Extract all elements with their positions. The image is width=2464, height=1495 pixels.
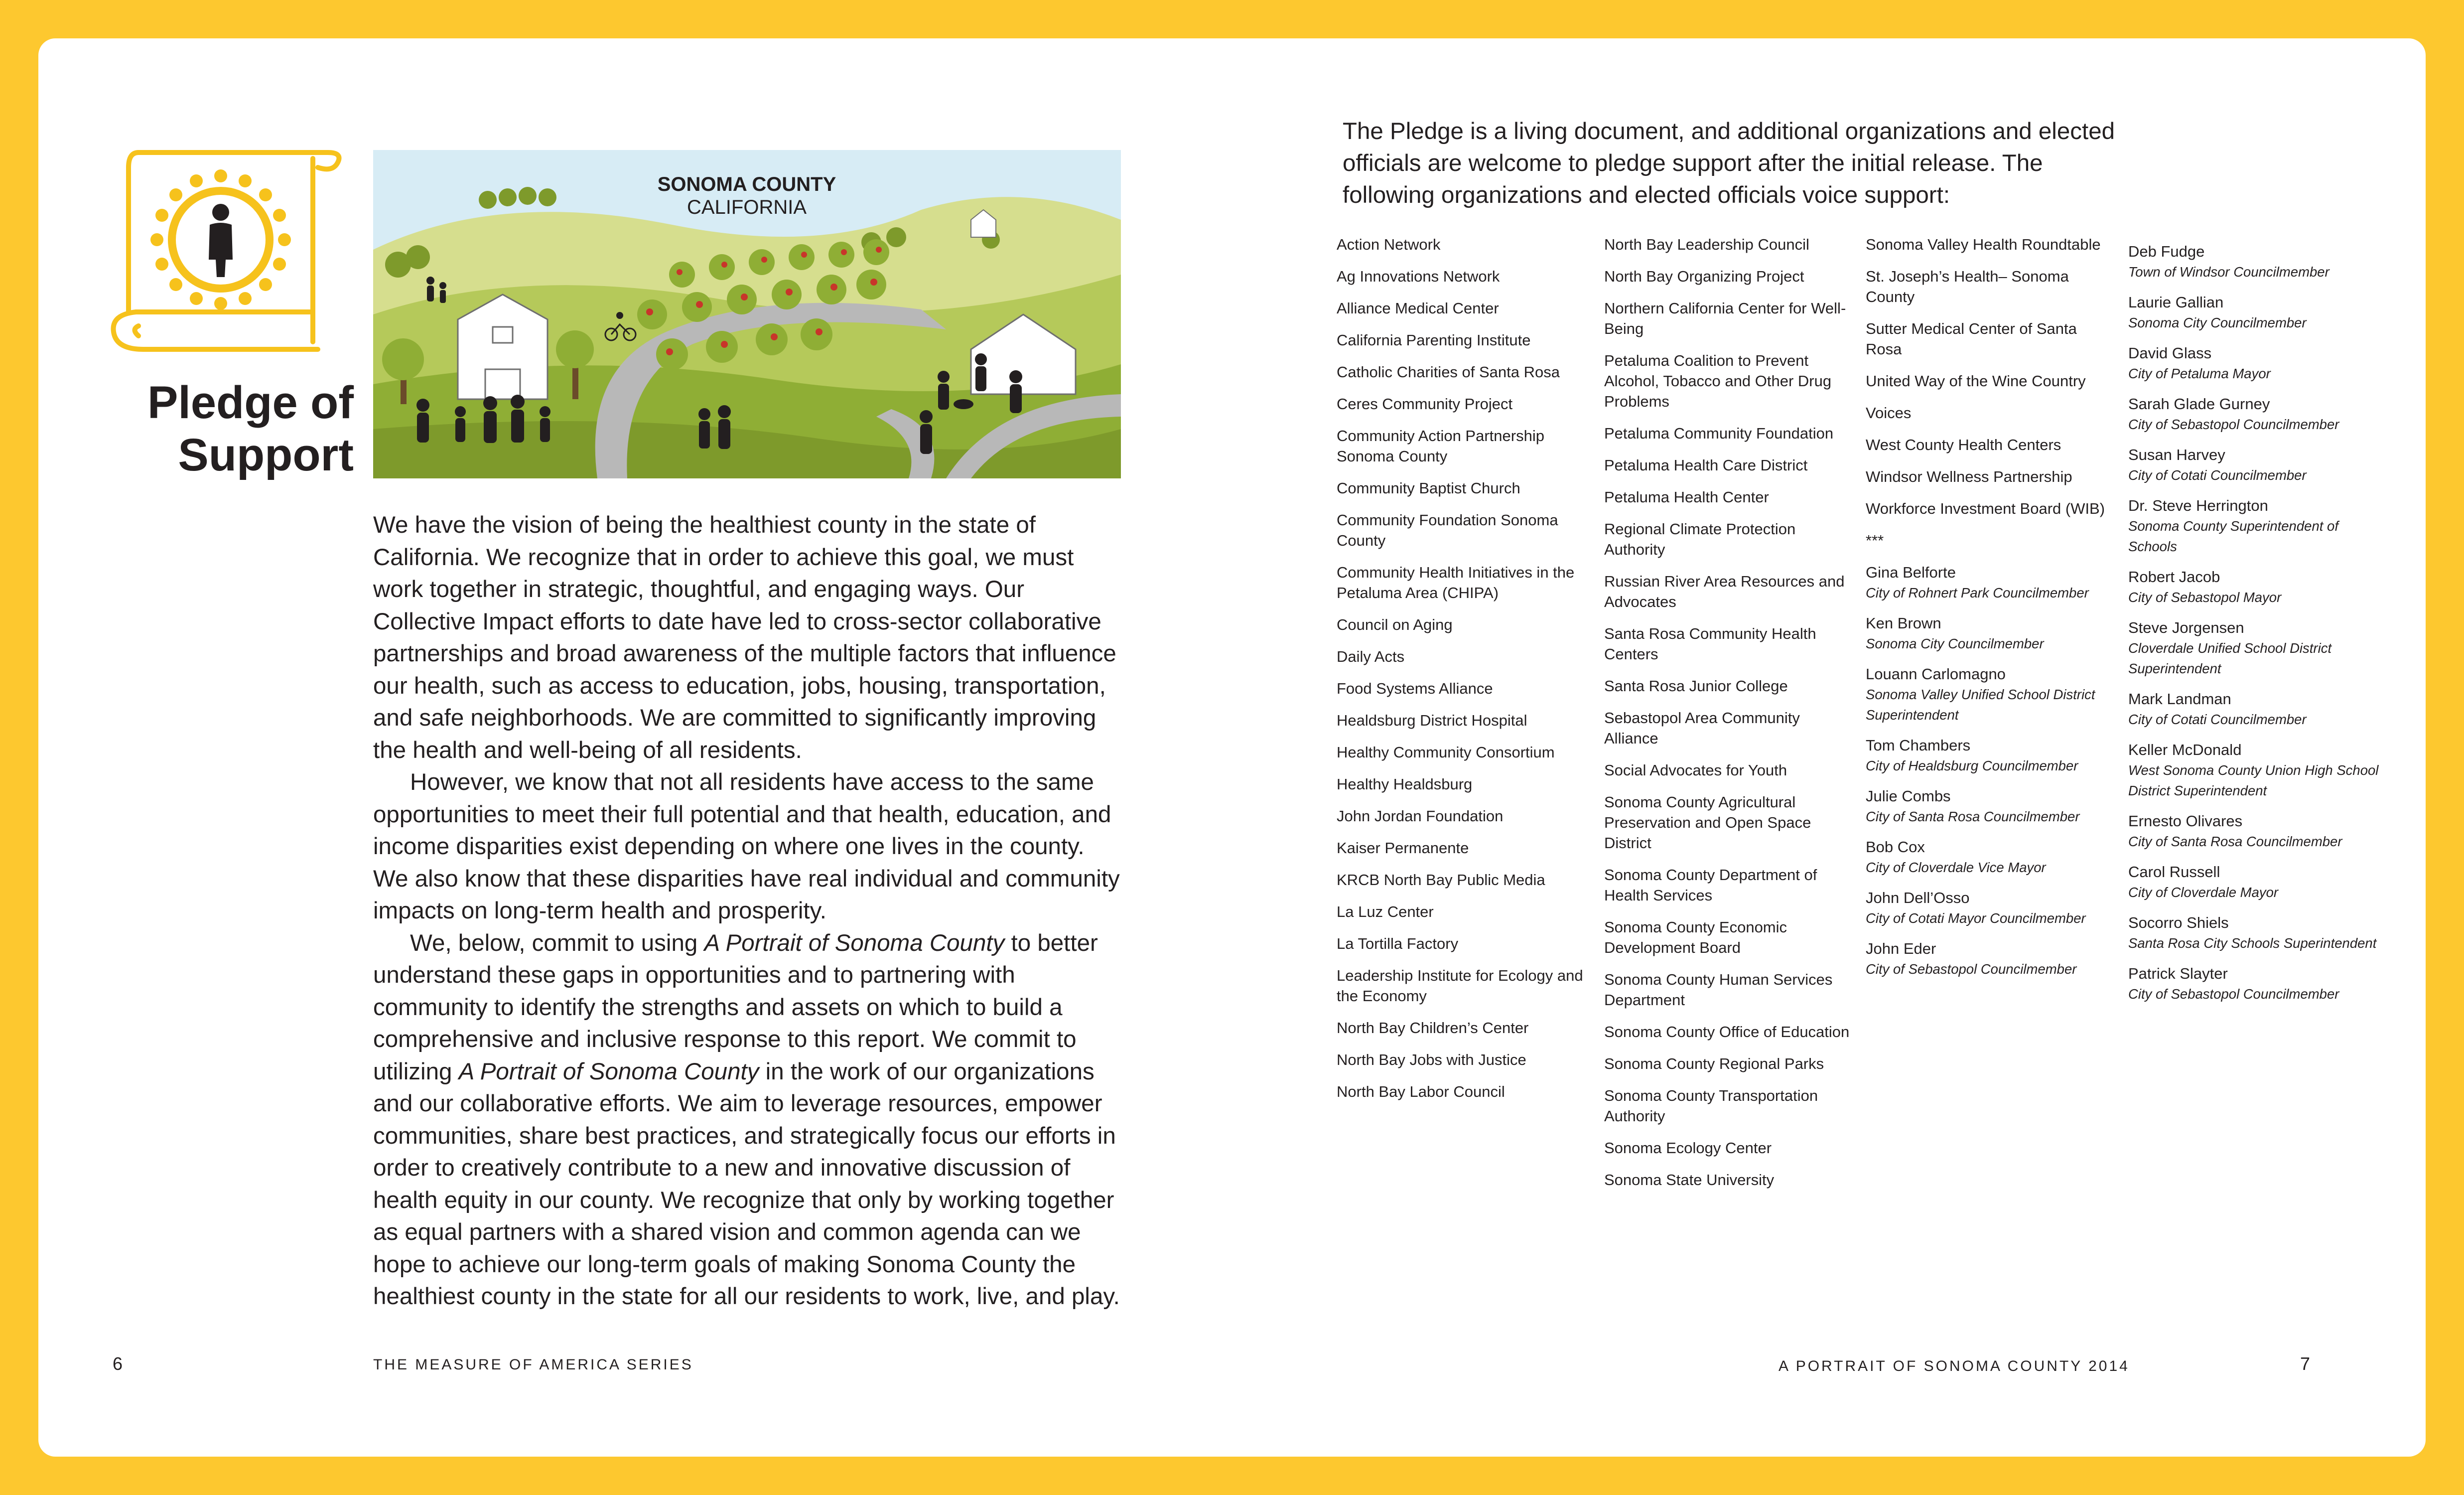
official-entry <box>2128 292 2387 333</box>
organization-entry: Leadership Institute for Ecology and the Economy <box>1337 967 1583 1005</box>
official-title: Sonoma Valley Unified School District Superintendent <box>1866 687 2095 723</box>
organization-entry: Petaluma Coalition to Prevent Alcohol, Tobacco and Other Drug Problems <box>1604 352 1832 410</box>
organization-entry: Sonoma State University <box>1604 1171 1775 1189</box>
official-title: Santa Rosa City Schools Superintendent <box>2128 935 2377 951</box>
official-name: Patrick Slayter <box>2128 965 2228 982</box>
official-entry <box>1866 735 2110 776</box>
section-separator: *** <box>1866 532 1884 549</box>
page-number-right: 7 <box>2300 1353 2311 1374</box>
official-entry <box>1866 613 2110 654</box>
official-name: Carol Russell <box>2128 863 2220 881</box>
body-paragraph <box>373 927 1125 1313</box>
organization-entry: St. Joseph’s Health– Sonoma County <box>1866 268 2069 305</box>
body-text-segment: We have the vision of being the healthiest county in the state of California. We recognize that in order to achieve this goal, we must work together in strategic, thoughtful, and engaging ways. Our Collective Impact efforts to date have led to cross-sector collaborative partnerships and broad awareness of the multiple factors that influence our health, such as access to education, jobs, housing, transportation, and safe neighborhoods. We are committed to significantly improving the health and well-being of all residents. <box>373 512 1116 763</box>
organization-entry: Petaluma Health Care District <box>1604 456 1808 474</box>
official-name: Steve Jorgensen <box>2128 619 2244 636</box>
organization-entry: Action Network <box>1337 236 1441 253</box>
official-name: David Glass <box>2128 344 2212 362</box>
official-title: City of Cloverdale Vice Mayor <box>1866 860 2046 875</box>
organization-entry: Healthy Healdsburg <box>1337 775 1473 793</box>
organization-entry: United Way of the Wine Country <box>1866 372 2086 390</box>
body-text-segment: to better understand these gaps in opportunities and to partnering with community to identify the strengths and assets on which to build a comprehensive and inclusive response to this report. We commit to utilizing <box>373 929 1098 1085</box>
organization-entry: Windsor Wellness Partnership <box>1866 468 2072 485</box>
body-text-segment: in the work of our organizations and our collaborative efforts. We aim to leverage resources, empower communities, share best practices, and strategically focus our efforts in order to creatively contribute to a new and innovative discussion of health equity in our county. We recognize that only by working together as equal partners with a shared vision and common agenda can we hope to achieve our long-term goals of making Sonoma County the healthiest county in the state for all our residents to work, live, and play. <box>373 1058 1120 1310</box>
organization-entry: Sonoma County Regional Parks <box>1604 1055 1824 1072</box>
official-name: Bob Cox <box>1866 838 1925 856</box>
official-title: West Sonoma County Union High School District Superintendent <box>2128 762 2379 798</box>
official-entry <box>2128 567 2387 607</box>
organization-entry: North Bay Labor Council <box>1337 1083 1505 1100</box>
official-entry <box>2128 963 2387 1004</box>
official-entry <box>2128 740 2387 801</box>
official-title: City of Sebastopol Councilmember <box>2128 417 2339 432</box>
official-title: City of Rohnert Park Councilmember <box>1866 585 2089 600</box>
title-line-2: Support <box>178 430 354 480</box>
organization-entry: Council on Aging <box>1337 616 1453 633</box>
pledge-body-text <box>373 509 1125 1313</box>
illustration-subtitle: CALIFORNIA <box>686 196 807 218</box>
report-title-italic: A Portrait of Sonoma County <box>458 1058 759 1085</box>
pledge-intro: The Pledge is a living document, and additional organizations and elected officials are welcome to pledge support after the initial release. The following organizations and elected officials voice support: <box>1343 118 2115 208</box>
official-title: City of Santa Rosa Councilmember <box>1866 809 2080 824</box>
official-name: Keller McDonald <box>2128 741 2242 758</box>
organization-entry: Alliance Medical Center <box>1337 299 1499 317</box>
official-entry <box>2128 862 2387 902</box>
supporters-column-1 <box>1337 234 1586 1113</box>
official-name: Mark Landman <box>2128 690 2231 708</box>
official-name: Susan Harvey <box>2128 446 2225 463</box>
official-entry <box>1866 786 2110 827</box>
report-title-italic: A Portrait of Sonoma County <box>704 929 1005 956</box>
organization-entry: Ag Innovations Network <box>1337 268 1500 285</box>
official-title: City of Sebastopol Councilmember <box>1866 961 2077 977</box>
organization-entry: Daily Acts <box>1337 648 1405 665</box>
official-name: Laurie Gallian <box>2128 294 2224 311</box>
official-entry <box>1866 664 2110 725</box>
organization-entry: Russian River Area Resources and Advocates <box>1604 573 1845 610</box>
organization-entry: Catholic Charities of Santa Rosa <box>1337 363 1560 381</box>
official-name: Tom Chambers <box>1866 737 1971 754</box>
official-title: City of Cloverdale Mayor <box>2128 885 2279 900</box>
organization-entry: Healthy Community Consortium <box>1337 744 1555 761</box>
organization-entry: Sonoma County Economic Development Board <box>1604 918 1787 956</box>
official-name: Robert Jacob <box>2128 568 2220 586</box>
official-name: Ken Brown <box>1866 614 1941 632</box>
organization-entry: Community Baptist Church <box>1337 479 1520 497</box>
organization-entry: Community Health Initiatives in the Petaluma Area (CHIPA) <box>1337 564 1575 601</box>
official-entry <box>1866 837 2110 878</box>
organization-entry: KRCB North Bay Public Media <box>1337 871 1545 889</box>
official-title: City of Cotati Councilmember <box>2128 712 2307 727</box>
official-title: City of Healdsburg Councilmember <box>1866 758 2078 773</box>
official-title: City of Cotati Councilmember <box>2128 467 2307 483</box>
organization-entry: North Bay Children’s Center <box>1337 1019 1529 1037</box>
official-name: Deb Fudge <box>2128 243 2205 260</box>
organization-entry: Santa Rosa Community Health Centers <box>1604 625 1816 663</box>
organization-entry: Regional Climate Protection Authority <box>1604 520 1796 558</box>
official-entry <box>2128 912 2387 953</box>
official-entry <box>2128 689 2387 730</box>
official-entry <box>2128 241 2387 282</box>
organization-entry: Sonoma County Department of Health Services <box>1604 866 1817 904</box>
official-entry <box>1866 562 2110 603</box>
body-text-segment: We, below, commit to using <box>410 929 704 956</box>
organization-entry: North Bay Organizing Project <box>1604 268 1804 285</box>
official-title: City of Santa Rosa Councilmember <box>2128 834 2342 849</box>
sonoma-county-illustration <box>373 150 1121 478</box>
official-name: Dr. Steve Herrington <box>2128 497 2268 514</box>
organization-entry: Sonoma County Transportation Authority <box>1604 1087 1818 1125</box>
organization-entry: Sutter Medical Center of Santa Rosa <box>1866 320 2077 358</box>
organization-entry: Voices <box>1866 404 1912 422</box>
organization-entry: La Luz Center <box>1337 903 1434 920</box>
organization-entry: North Bay Jobs with Justice <box>1337 1051 1526 1068</box>
organization-entry: Sonoma County Human Services Department <box>1604 971 1833 1009</box>
organization-entry: North Bay Leadership Council <box>1604 236 1809 253</box>
page-number-left: 6 <box>113 1353 123 1374</box>
official-title: City of Petaluma Mayor <box>2128 366 2271 381</box>
official-entry <box>2128 343 2387 384</box>
organization-entry: La Tortilla Factory <box>1337 935 1459 952</box>
page-title <box>95 377 354 481</box>
organization-entry: Northern California Center for Well-Being <box>1604 299 1846 337</box>
official-entry <box>1866 888 2110 928</box>
organization-entry: Sonoma Ecology Center <box>1604 1139 1772 1157</box>
running-footer-left: THE MEASURE OF AMERICA SERIES <box>373 1356 693 1373</box>
body-paragraph <box>373 766 1125 927</box>
official-entry <box>2128 811 2387 852</box>
organization-entry: Workforce Investment Board (WIB) <box>1866 500 2105 517</box>
official-title: City of Cotati Mayor Councilmember <box>1866 910 2086 926</box>
organization-entry: Ceres Community Project <box>1337 395 1513 413</box>
official-title: Sonoma County Superintendent of Schools <box>2128 518 2338 554</box>
official-title: City of Sebastopol Mayor <box>2128 590 2282 605</box>
organization-entry: John Jordan Foundation <box>1337 807 1504 825</box>
official-name: Gina Belforte <box>1866 564 1956 581</box>
supporters-column-3 <box>1866 234 2110 989</box>
organization-entry: Kaiser Permanente <box>1337 839 1469 857</box>
official-title: Sonoma City Councilmember <box>2128 315 2307 330</box>
organization-entry: Sonoma Valley Health Roundtable <box>1866 236 2101 253</box>
official-name: Ernesto Olivares <box>2128 812 2243 830</box>
organization-entry: Sonoma County Office of Education <box>1604 1023 1850 1041</box>
official-name: John Eder <box>1866 940 1936 957</box>
body-paragraph <box>373 509 1125 766</box>
illustration-title: SONOMA COUNTY <box>657 173 836 195</box>
organization-entry: California Parenting Institute <box>1337 331 1531 349</box>
official-name: Socorro Shiels <box>2128 914 2229 931</box>
organization-entry: Healdsburg District Hospital <box>1337 712 1527 729</box>
official-title: Sonoma City Councilmember <box>1866 636 2044 651</box>
organization-entry: Petaluma Community Foundation <box>1604 425 1834 442</box>
organization-entry: Community Action Partnership Sonoma County <box>1337 427 1544 465</box>
scroll-person-sun-icon <box>109 148 343 362</box>
official-name: John Dell’Osso <box>1866 889 1970 906</box>
official-entry <box>2128 394 2387 435</box>
running-footer-right: A PORTRAIT OF SONOMA COUNTY 2014 <box>1779 1358 2130 1374</box>
official-entry <box>2128 445 2387 485</box>
organization-entry: Community Foundation Sonoma County <box>1337 511 1558 549</box>
official-name: Julie Combs <box>1866 787 1951 805</box>
organization-entry: Santa Rosa Junior College <box>1604 677 1788 695</box>
official-title: Town of Windsor Councilmember <box>2128 264 2329 280</box>
title-line-1: Pledge of <box>147 377 354 428</box>
body-text-segment: However, we know that not all residents have access to the same opportunities to meet their full potential and that health, education, and income disparities exist depending on where one lives in the county. We also know that these disparities have real individual and community impacts on long-term health and prosperity. <box>373 769 1120 924</box>
supporters-column-4 <box>2128 241 2387 1014</box>
official-entry <box>2128 495 2387 557</box>
official-name: Louann Carlomagno <box>1866 665 2006 683</box>
organization-entry: Sonoma County Agricultural Preservation and Open Space District <box>1604 793 1811 852</box>
official-title: City of Sebastopol Councilmember <box>2128 986 2339 1002</box>
official-entry <box>1866 938 2110 979</box>
official-title: Cloverdale Unified School District Superintendent <box>2128 640 2332 676</box>
organization-entry: Food Systems Alliance <box>1337 680 1493 697</box>
organization-entry: Social Advocates for Youth <box>1604 761 1787 779</box>
organization-entry: West County Health Centers <box>1866 436 2061 453</box>
official-name: Sarah Glade Gurney <box>2128 395 2270 413</box>
supporters-column-2 <box>1604 234 1853 1201</box>
organization-entry: Sebastopol Area Community Alliance <box>1604 709 1800 747</box>
organization-entry: Petaluma Health Center <box>1604 488 1769 506</box>
official-entry <box>2128 617 2387 679</box>
